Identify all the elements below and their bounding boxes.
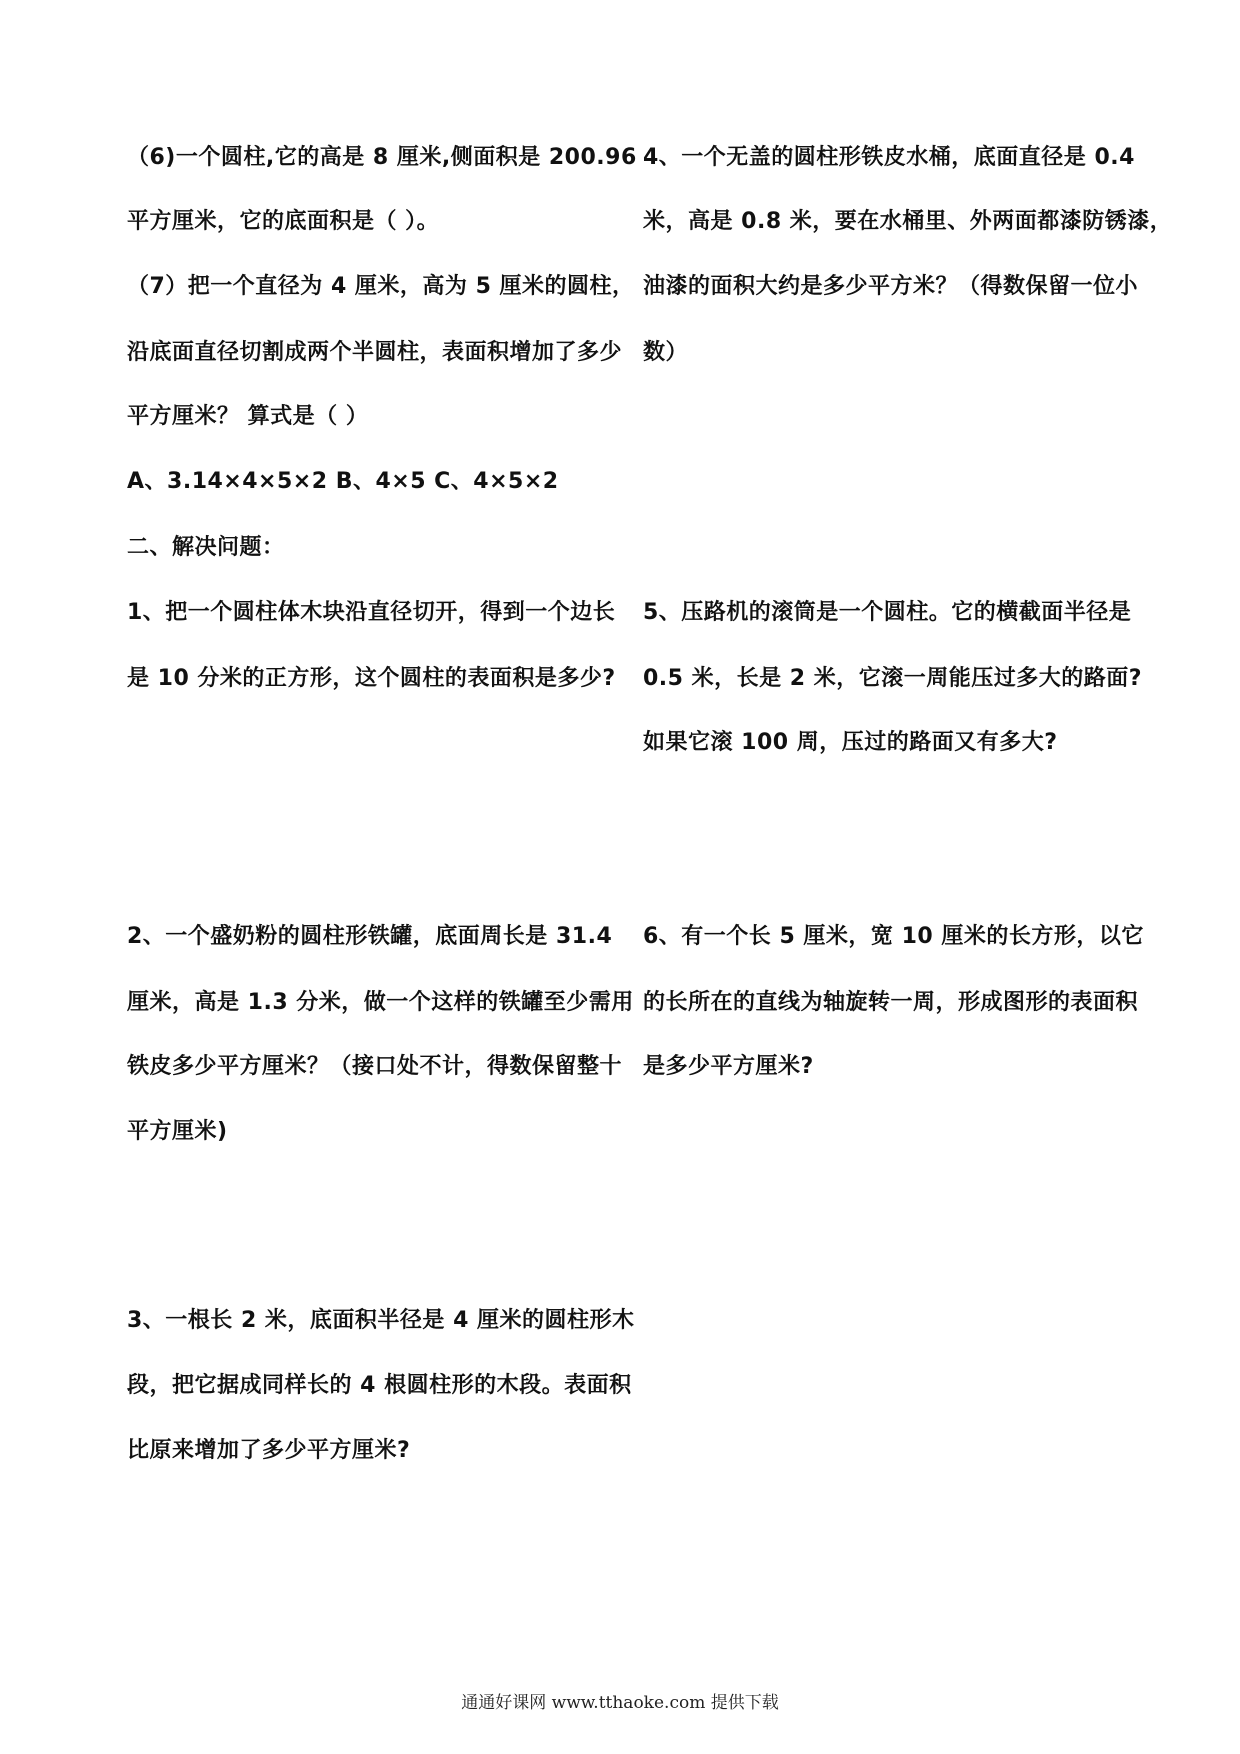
section-heading: 二、解决问题： — [127, 535, 285, 560]
problem-5-line-3: 如果它滚 100 周，压过的路面又有多大? — [643, 730, 1058, 755]
problem-4-line-1: 4、一个无盖的圆柱形铁皮水桶，底面直径是 0.4 — [643, 145, 1135, 170]
q7-options: A、3.14×4×5×2 B、4×5 C、4×5×2 — [127, 469, 559, 494]
problem-2-line-1: 2、一个盛奶粉的圆柱形铁罐，底面周长是 31.4 — [127, 924, 613, 949]
footer-text: 通通好课网 www.tthaoke.com 提供下载 — [461, 1693, 779, 1713]
problem-6-line-2: 的长所在的直线为轴旋转一周，形成图形的表面积 — [643, 990, 1139, 1015]
problem-5-line-2: 0.5 米，长是 2 米，它滚一周能压过多大的路面? — [643, 666, 1143, 691]
problem-5-line-1: 5、压路机的滚筒是一个圆柱。它的横截面半径是 — [643, 600, 1132, 625]
problem-4-line-3: 油漆的面积大约是多少平方米？（得数保留一位小 — [643, 274, 1139, 299]
problem-4-line-2: 米，高是 0.8 米，要在水桶里、外两面都漆防锈漆， — [643, 209, 1173, 234]
problem-1-line-1: 1、把一个圆柱体木块沿直径切开，得到一个边长 — [127, 600, 616, 625]
problem-6-line-1: 6、有一个长 5 厘米，宽 10 厘米的长方形，以它 — [643, 924, 1144, 949]
q7-line-2: 沿底面直径切割成两个半圆柱，表面积增加了多少 — [127, 340, 623, 365]
problem-2-line-3: 铁皮多少平方厘米？（接口处不计，得数保留整十 — [127, 1054, 623, 1079]
problem-3-line-2: 段，把它据成同样长的 4 根圆柱形的木段。表面积 — [127, 1373, 632, 1398]
problem-1-line-2: 是 10 分米的正方形，这个圆柱的表面积是多少? — [127, 666, 616, 691]
problem-2-line-4: 平方厘米) — [127, 1119, 228, 1144]
problem-3-line-1: 3、一根长 2 米，底面积半径是 4 厘米的圆柱形木 — [127, 1308, 635, 1333]
problem-6-line-3: 是多少平方厘米? — [643, 1054, 814, 1079]
q6-line-1: （6)一个圆柱,它的高是 8 厘米,侧面积是 200.96 — [127, 145, 637, 170]
problem-2-line-2: 厘米，高是 1.3 分米，做一个这样的铁罐至少需用 — [127, 990, 634, 1015]
problem-3-line-3: 比原来增加了多少平方厘米? — [127, 1438, 411, 1463]
q6-line-2: 平方厘米，它的底面积是（ ）。 — [127, 209, 440, 234]
q7-line-3: 平方厘米？ 算式是（ ） — [127, 404, 369, 429]
problem-4-line-4: 数） — [643, 340, 689, 365]
q7-line-1: （7）把一个直径为 4 厘米，高为 5 厘米的圆柱， — [127, 274, 635, 299]
